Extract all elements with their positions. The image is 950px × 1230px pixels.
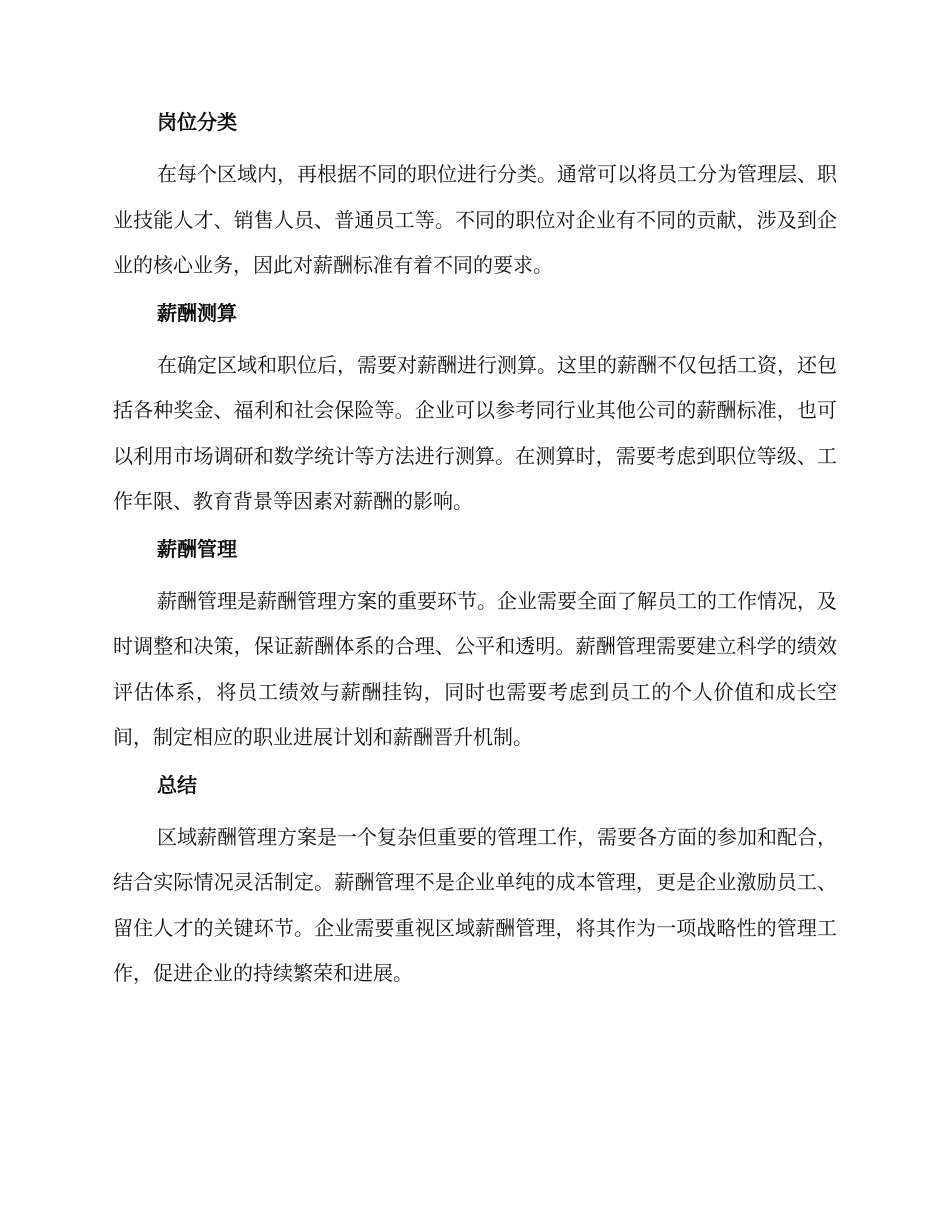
section-heading: 薪酬管理	[157, 536, 237, 561]
section-heading: 总结	[157, 772, 197, 797]
section-heading: 薪酬测算	[157, 300, 237, 325]
section-paragraph: 在确定区域和职位后，需要对薪酬进行测算。这里的薪酬不仅包括工资，还包括各种奖金、福利和社会保险等。企业可以参考同行业其他公司的薪酬标准，也可以利用市场调研和数学统计等方法进行测算。在测算时，需要考虑到职位等级、工作年限、教育背景等因素对薪酬的影响。	[113, 352, 837, 513]
section-summary	[113, 771, 837, 997]
section-paragraph: 区域薪酬管理方案是一个复杂但重要的管理工作，需要各方面的参加和配合，结合实际情况灵活制定。薪酬管理不是企业单纯的成本管理，更是企业激励员工、留住人才的关键环节。企业需要重视区域薪酬管理，将其作为一项战略性的管理工作，促进企业的持续繁荣和进展。	[113, 824, 837, 985]
section-salary-calculation	[113, 299, 837, 525]
section-job-classification	[113, 108, 837, 289]
document-page	[113, 108, 837, 1007]
section-paragraph: 薪酬管理是薪酬管理方案的重要环节。企业需要全面了解员工的工作情况，及时调整和决策，保证薪酬体系的合理、公平和透明。薪酬管理需要建立科学的绩效评估体系，将员工绩效与薪酬挂钩，同时也需要考虑到员工的个人价值和成长空间，制定相应的职业进展计划和薪酬晋升机制。	[113, 588, 837, 749]
section-paragraph: 在每个区域内，再根据不同的职位进行分类。通常可以将员工分为管理层、职业技能人才、销售人员、普通员工等。不同的职位对企业有不同的贡献，涉及到企业的核心业务，因此对薪酬标准有着不同的要求。	[113, 162, 837, 277]
section-heading: 岗位分类	[157, 110, 237, 134]
section-salary-management	[113, 535, 837, 761]
